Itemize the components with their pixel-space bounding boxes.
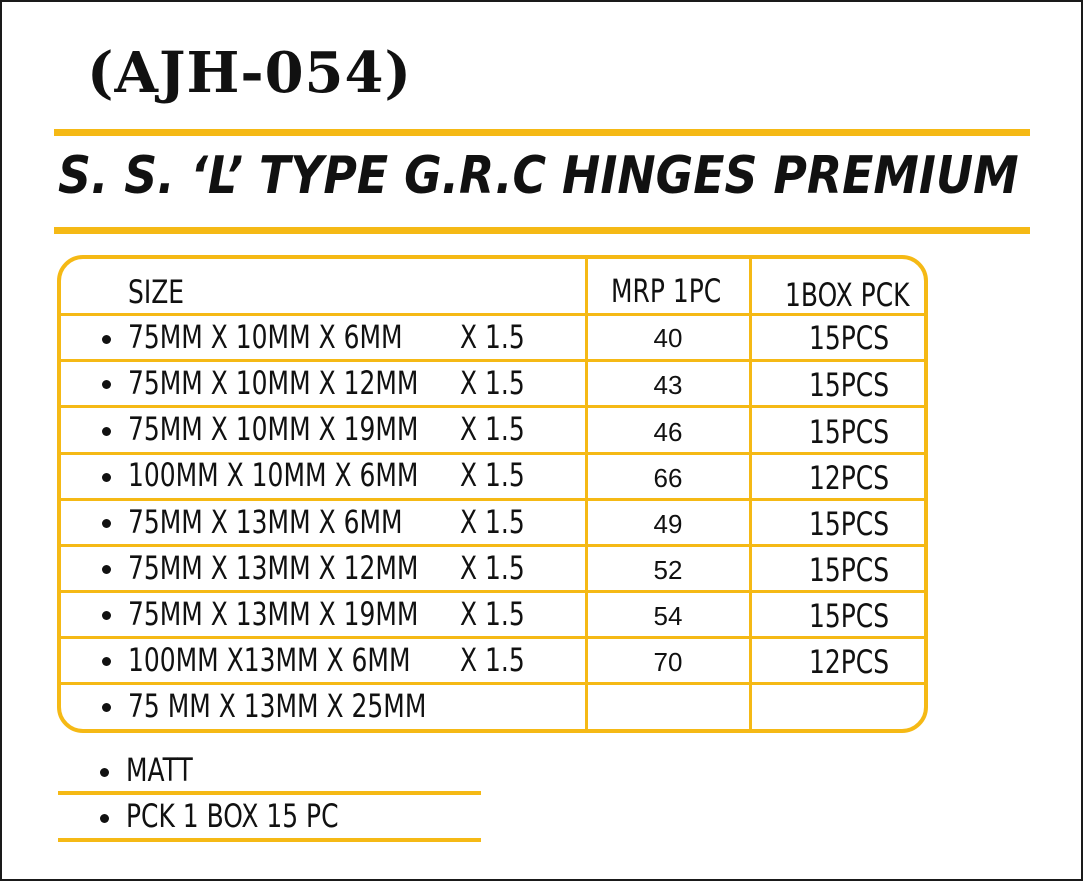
row-divider [61,682,924,685]
header-size: SIZE [128,273,185,311]
row-gauge: X 1.5 [460,641,525,679]
row-gauge: X 1.5 [460,595,525,633]
row-mrp: 52 [653,555,683,585]
row-size: 100MM X13MM X 6MM [128,641,411,679]
row-mrp: 49 [653,509,683,539]
column-divider [585,259,588,729]
row-gauge: X 1.5 [460,410,525,448]
title-rule-bottom [54,227,1030,234]
row-box: 15PCS [809,597,890,635]
row-box: 15PCS [809,413,890,451]
bullet-icon [102,427,111,436]
row-divider [61,498,924,501]
product-code: (AJH-054) [87,40,412,106]
row-divider [61,359,924,362]
row-box: 12PCS [809,643,890,681]
row-box: 15PCS [809,319,890,357]
row-size: 75MM X 10MM X 12MM [128,364,419,402]
row-mrp: 40 [653,323,683,353]
row-mrp: 46 [653,417,683,447]
row-divider [61,544,924,547]
row-divider [61,405,924,408]
row-size: 75MM X 13MM X 6MM [128,503,403,541]
row-box: 15PCS [809,505,890,543]
row-box: 15PCS [809,551,890,589]
bullet-icon [102,657,111,666]
row-mrp: 43 [653,370,683,400]
spec-table [57,255,928,733]
row-mrp: 70 [653,647,683,677]
title-rule-top [54,129,1030,136]
bullet-icon [100,768,109,777]
note-packing: PCK 1 BOX 15 PC [126,797,339,835]
header-mrp: MRP 1PC [611,272,722,310]
row-size: 75 MM X 13MM X 25MM [128,687,427,725]
row-gauge: X 1.5 [460,549,525,587]
page-title: S. S. ‘L’ TYPE G.R.C HINGES PREMIUM [58,146,1019,206]
bullet-icon [100,814,109,823]
header-box: 1BOX PCK [785,276,910,314]
bullet-icon [102,565,111,574]
row-gauge: X 1.5 [460,364,525,402]
column-divider [749,259,752,729]
row-size: 100MM X 10MM X 6MM [128,456,419,494]
row-gauge: X 1.5 [460,318,525,356]
row-size: 75MM X 10MM X 19MM [128,410,419,448]
bullet-icon [102,519,111,528]
bullet-icon [102,335,111,344]
row-divider [61,590,924,593]
bullet-icon [102,703,111,712]
bullet-icon [102,473,111,482]
row-mrp: 66 [653,463,683,493]
row-divider [61,636,924,639]
note-rule [58,838,481,842]
row-size: 75MM X 10MM X 6MM [128,318,403,356]
bullet-icon [102,611,111,620]
note-finish: MATT [126,751,193,789]
bullet-icon [102,380,111,389]
row-mrp: 54 [653,601,683,631]
row-gauge: X 1.5 [460,503,525,541]
row-size: 75MM X 13MM X 19MM [128,595,419,633]
row-box: 12PCS [809,459,890,497]
row-size: 75MM X 13MM X 12MM [128,549,419,587]
row-box: 15PCS [809,366,890,404]
row-gauge: X 1.5 [460,456,525,494]
note-rule [58,791,481,795]
